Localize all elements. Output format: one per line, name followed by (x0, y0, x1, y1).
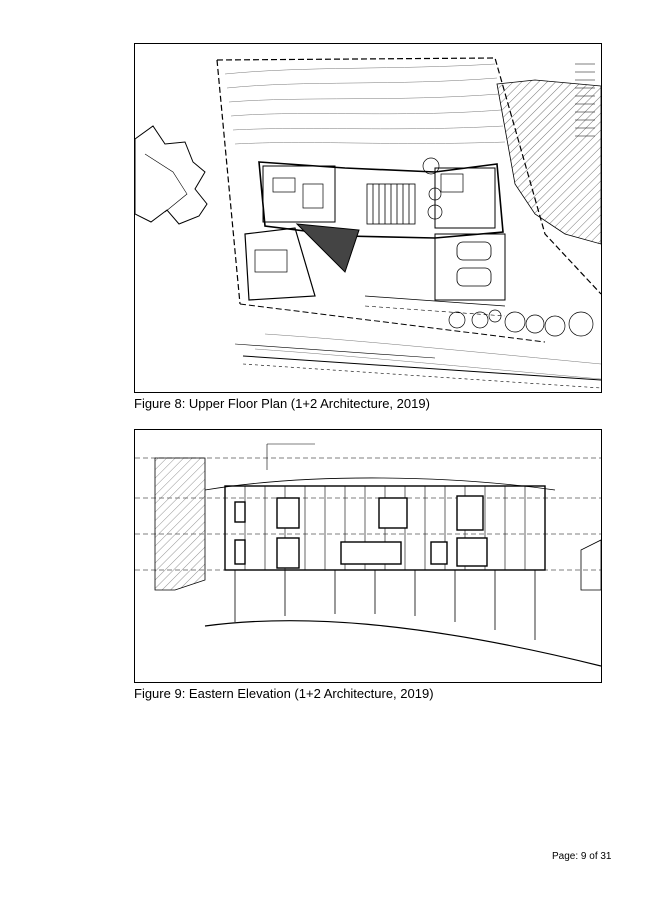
upper-floor-plan-drawing (134, 43, 602, 393)
windows (235, 496, 487, 568)
figure-8-caption: Figure 8: Upper Floor Plan (1+2 Architecture, 2019) (134, 396, 430, 411)
eastern-elevation-drawing (134, 429, 602, 683)
page-number: Page: 9 of 31 (552, 851, 612, 862)
car-port (435, 234, 505, 300)
stair (367, 184, 415, 224)
upper-floor-plan-svg (135, 44, 601, 392)
figure-9-caption: Figure 9: Eastern Elevation (1+2 Architecture, 2019) (134, 686, 434, 701)
neighbouring-house (155, 458, 205, 590)
neighbouring-house-east (497, 80, 601, 244)
ground-line (205, 621, 601, 666)
columns (235, 570, 535, 640)
neighbouring-house-west (135, 126, 207, 224)
eastern-elevation-svg (135, 430, 601, 682)
building-outline (259, 162, 503, 238)
pool-area (245, 228, 315, 300)
